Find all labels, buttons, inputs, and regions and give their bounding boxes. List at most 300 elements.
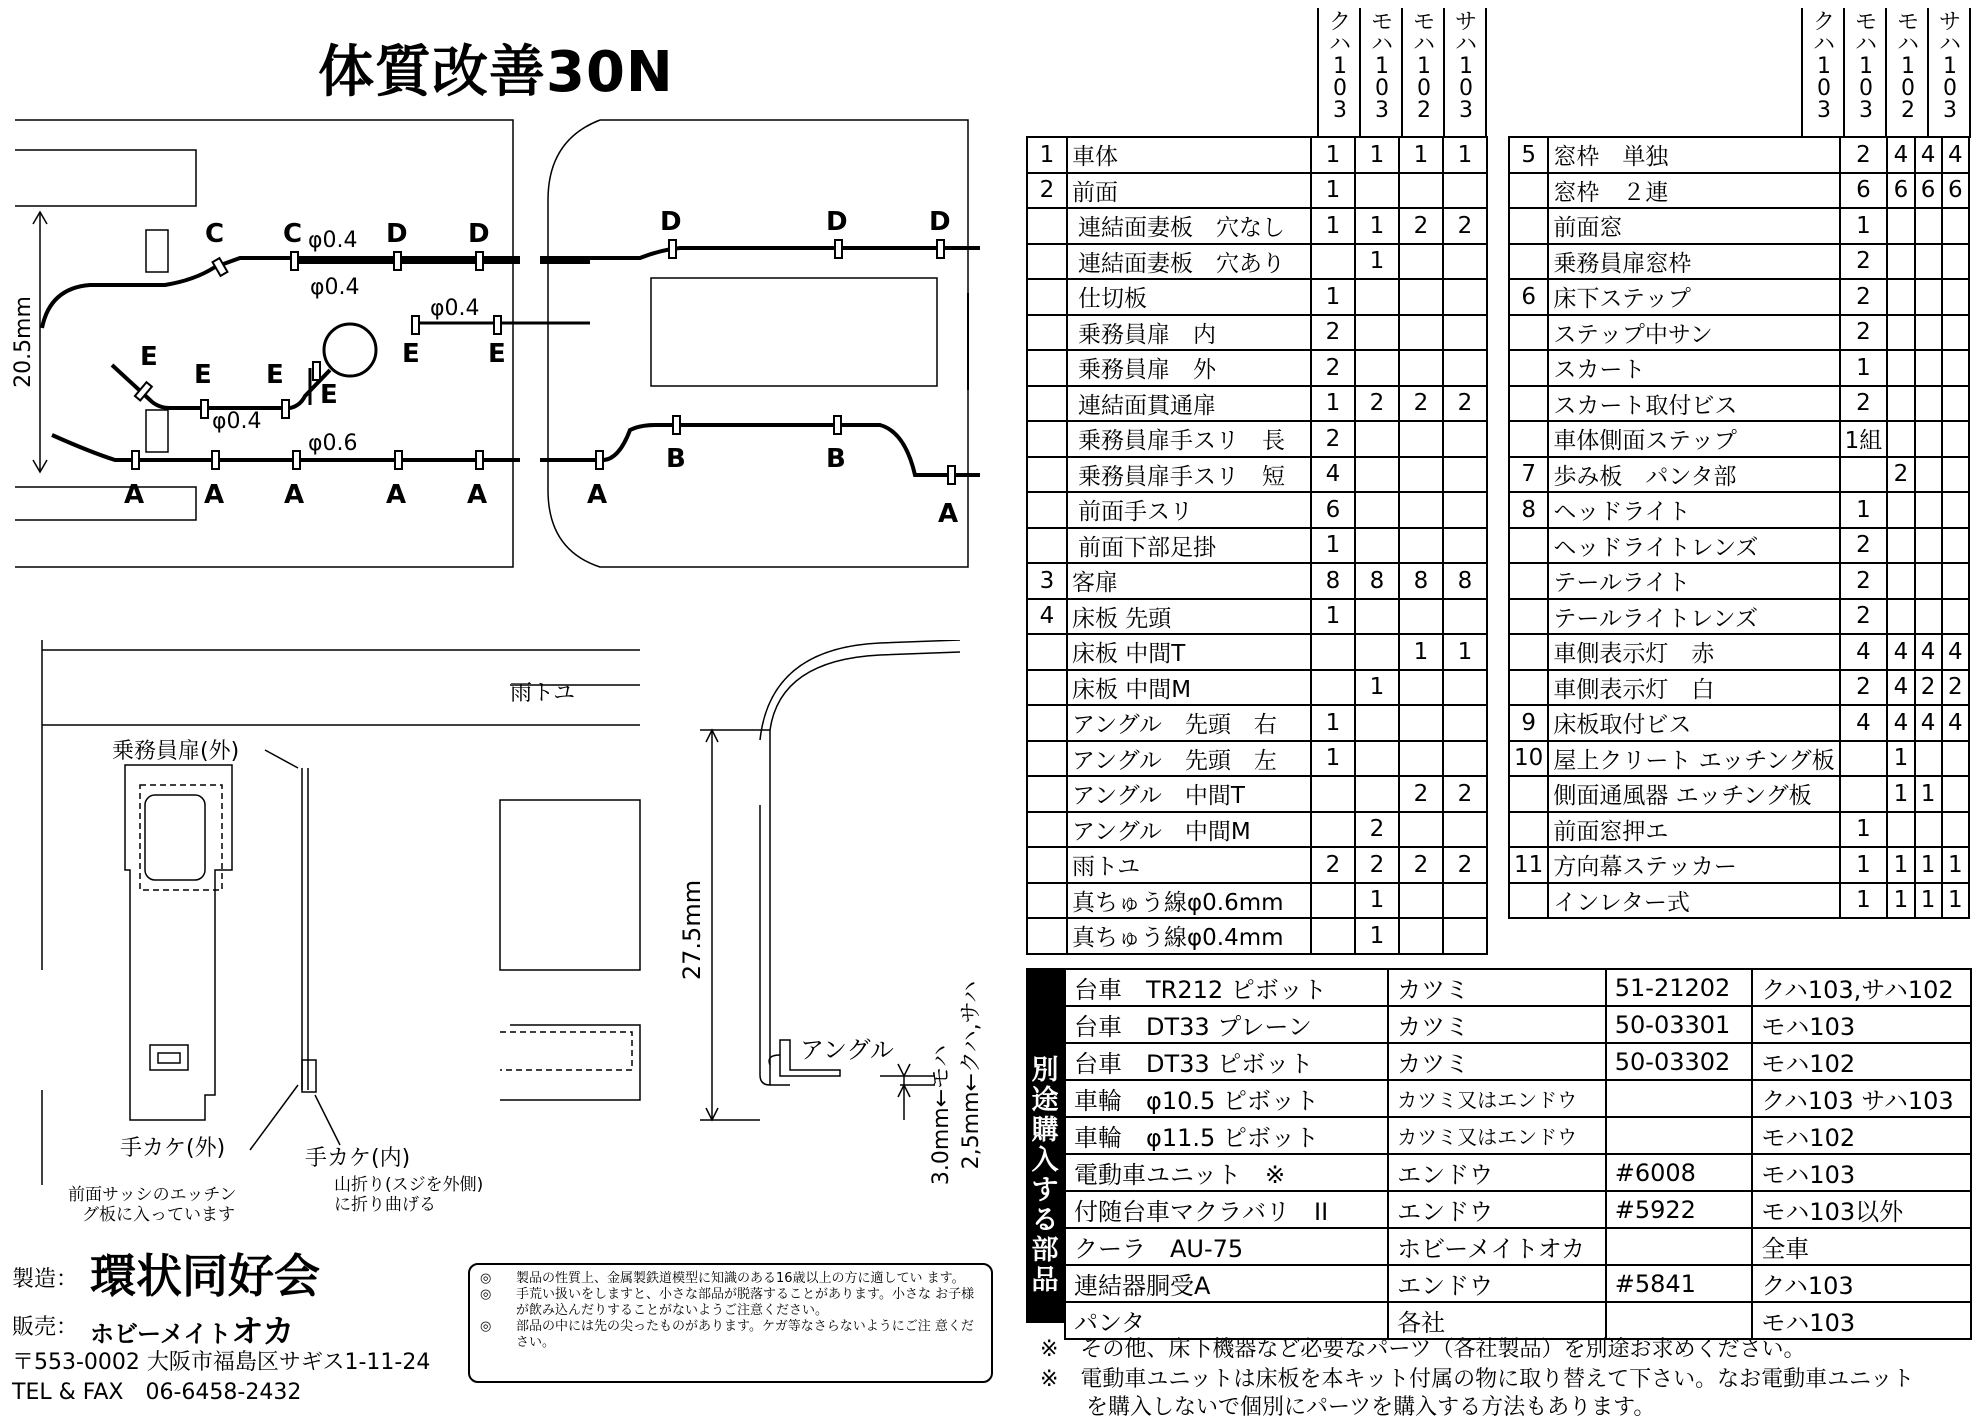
part-qty — [1887, 492, 1914, 528]
header-grid — [1310, 8, 1985, 138]
part-qty — [1355, 741, 1399, 777]
table-row — [1027, 244, 1487, 280]
part-qty — [1443, 705, 1487, 741]
part-qty — [1942, 528, 1969, 564]
part-qty — [1942, 208, 1969, 244]
part-number — [1509, 528, 1548, 564]
part-name: 車体側面ステップ — [1548, 421, 1839, 457]
part-qty — [1355, 315, 1399, 351]
part-qty — [1355, 421, 1399, 457]
part-number — [1509, 315, 1548, 351]
table-row — [1027, 350, 1487, 386]
buy-part-code: 50-03301 — [1606, 1006, 1753, 1043]
part-qty: 4 — [1942, 634, 1969, 670]
part-number — [1027, 705, 1067, 741]
table-row — [1027, 315, 1487, 351]
part-number — [1509, 883, 1548, 919]
part-qty: 1 — [1840, 208, 1888, 244]
table-row — [1065, 1265, 1971, 1302]
note-front-sash: グ板に入っています — [82, 1205, 235, 1225]
part-qty: 4 — [1942, 137, 1969, 173]
table-row — [1027, 421, 1487, 457]
buy-part-name: 付随台車マクラバリ II — [1065, 1191, 1388, 1228]
part-name: 真ちゅう線φ0.4mm — [1067, 918, 1311, 954]
label-d: D — [826, 207, 848, 237]
part-qty: 1 — [1355, 883, 1399, 919]
part-qty — [1443, 457, 1487, 493]
part-qty — [1399, 173, 1443, 209]
maker-name: 環状同好会 — [90, 1249, 320, 1303]
part-qty: 1 — [1311, 705, 1355, 741]
buy-part-maker: エンドウ — [1388, 1191, 1606, 1228]
part-qty: 2 — [1311, 315, 1355, 351]
part-number — [1509, 776, 1548, 812]
buy-part-cars: モハ103 — [1752, 1154, 1971, 1191]
part-number — [1027, 634, 1067, 670]
buy-part-code: 51-21202 — [1606, 969, 1753, 1006]
tel-fax: TEL & FAX 06-6458-2432 — [12, 1380, 302, 1405]
part-qty: 2 — [1355, 847, 1399, 883]
label-d: D — [929, 207, 951, 237]
part-qty — [1942, 457, 1969, 493]
part-qty — [1399, 670, 1443, 706]
part-qty — [1443, 883, 1487, 919]
part-qty: 1 — [1887, 883, 1914, 919]
part-name: 乗務員扉手スリ 長 — [1067, 421, 1311, 457]
part-qty — [1942, 599, 1969, 635]
part-qty — [1311, 670, 1355, 706]
part-qty: 2 — [1399, 847, 1443, 883]
part-qty: 1 — [1311, 599, 1355, 635]
part-number — [1027, 208, 1067, 244]
warning-3: 部品の中には先の尖ったものがあります。ケガ等なさらないようにご注 意ください。 — [516, 1319, 974, 1350]
part-qty — [1311, 634, 1355, 670]
table-row — [1065, 1043, 1971, 1080]
part-qty — [1942, 386, 1969, 422]
note-2: ※ 電動車ユニットは床板を本キット付属の物に取り替えて下さい。なお電動車ユニット — [1040, 1367, 1915, 1392]
table-row — [1027, 528, 1487, 564]
part-number — [1509, 244, 1548, 280]
page-title: 体質改善30N — [318, 40, 674, 105]
part-name: 連結面貫通扉 — [1067, 386, 1311, 422]
part-qty: 2 — [1942, 670, 1969, 706]
part-qty — [1887, 315, 1914, 351]
part-name: 床板取付ビス — [1548, 705, 1839, 741]
table-row — [1509, 741, 1969, 777]
part-qty — [1915, 492, 1942, 528]
part-qty — [1840, 741, 1888, 777]
part-name: 側面通風器 エッチング板 — [1548, 776, 1839, 812]
part-name: ステップ中サン — [1548, 315, 1839, 351]
part-qty — [1915, 457, 1942, 493]
part-qty — [1355, 528, 1399, 564]
buy-part-name: 台車 DT33 プレーン — [1065, 1006, 1388, 1043]
part-qty: 1 — [1887, 741, 1914, 777]
part-qty: 1 — [1399, 634, 1443, 670]
part-qty: 1 — [1840, 883, 1888, 919]
part-name: インレター式 — [1548, 883, 1839, 919]
label-phi04: φ0.4 — [308, 228, 358, 253]
part-qty: 1 — [1840, 812, 1888, 848]
note-front-sash: 前面サッシのエッチン — [68, 1185, 237, 1205]
part-number — [1027, 421, 1067, 457]
buy-part-cars: クハ103 サハ103 — [1752, 1080, 1971, 1117]
part-qty: 2 — [1443, 776, 1487, 812]
part-qty: 1 — [1840, 492, 1888, 528]
part-qty — [1355, 705, 1399, 741]
part-name: 前面 — [1067, 173, 1311, 209]
part-qty: 4 — [1887, 670, 1914, 706]
part-qty: 8 — [1355, 563, 1399, 599]
part-number: 8 — [1509, 492, 1548, 528]
part-qty: 2 — [1311, 847, 1355, 883]
table-row — [1509, 599, 1969, 635]
part-qty — [1942, 492, 1969, 528]
part-qty — [1840, 457, 1888, 493]
part-qty: 2 — [1887, 457, 1914, 493]
handhold-inner-label: 手カケ(内) — [305, 1146, 411, 1171]
part-number — [1509, 421, 1548, 457]
part-qty: 1 — [1311, 741, 1355, 777]
part-number — [1509, 208, 1548, 244]
label-phi04: φ0.4 — [212, 409, 262, 434]
part-qty: 4 — [1887, 634, 1914, 670]
table-row — [1509, 350, 1969, 386]
part-name: 屋上クリート エッチング板 — [1548, 741, 1839, 777]
table-row — [1509, 812, 1969, 848]
dim-3-0: 3.0mm←モハ — [929, 1044, 954, 1186]
buy-part-maker: 各社 — [1388, 1302, 1606, 1339]
buy-part-name: クーラ AU-75 — [1065, 1228, 1388, 1265]
part-number — [1027, 350, 1067, 386]
car-header-moha102: モ ハ 1 0 2 — [1896, 10, 1919, 123]
part-qty — [1355, 350, 1399, 386]
warning-2: 手荒い扱いをしますと、小さな部品が脱落することがあります。小さな お子様が飲み込んだりすることがないようご注意ください。 — [516, 1287, 975, 1318]
part-number — [1027, 279, 1067, 315]
part-qty: 2 — [1355, 386, 1399, 422]
part-qty: 1 — [1840, 350, 1888, 386]
part-qty: 1 — [1399, 137, 1443, 173]
part-qty — [1399, 883, 1443, 919]
part-name: ヘッドライト — [1548, 492, 1839, 528]
table-row — [1027, 492, 1487, 528]
part-qty — [1399, 421, 1443, 457]
buy-separately-label: 別 途 購 入 す る 部 品 — [1026, 968, 1064, 1323]
part-qty: 4 — [1311, 457, 1355, 493]
buy-part-name: 連結器胴受A — [1065, 1265, 1388, 1302]
part-qty — [1443, 492, 1487, 528]
buy-part-code — [1606, 1080, 1753, 1117]
part-qty — [1887, 421, 1914, 457]
buy-part-cars: クハ103,サハ102 — [1752, 969, 1971, 1006]
part-name: 連結面妻板 穴あり — [1067, 244, 1311, 280]
part-qty: 4 — [1840, 634, 1888, 670]
part-qty: 4 — [1887, 137, 1914, 173]
part-number — [1509, 634, 1548, 670]
part-qty: 8 — [1443, 563, 1487, 599]
part-qty — [1399, 599, 1443, 635]
table-row — [1065, 1154, 1971, 1191]
table-row — [1065, 1191, 1971, 1228]
part-qty — [1399, 244, 1443, 280]
part-qty — [1443, 918, 1487, 954]
part-qty: 1 — [1311, 528, 1355, 564]
part-qty — [1311, 776, 1355, 812]
part-qty: 1 — [1355, 670, 1399, 706]
buy-part-name: 車輪 φ11.5 ピボット — [1065, 1117, 1388, 1154]
buy-part-name: パンタ — [1065, 1302, 1388, 1339]
part-name: アングル 先頭 右 — [1067, 705, 1311, 741]
buy-part-code: 50-03302 — [1606, 1043, 1753, 1080]
table-row — [1065, 1302, 1971, 1339]
part-qty: 1 — [1443, 137, 1487, 173]
part-name: 方向幕ステッカー — [1548, 847, 1839, 883]
part-name: 前面窓押エ — [1548, 812, 1839, 848]
part-qty: 6 — [1915, 173, 1942, 209]
part-qty: 1 — [1840, 847, 1888, 883]
part-qty: 2 — [1840, 528, 1888, 564]
buy-part-maker: エンドウ — [1388, 1154, 1606, 1191]
part-qty: 2 — [1443, 847, 1487, 883]
part-qty — [1915, 315, 1942, 351]
part-qty: 2 — [1840, 563, 1888, 599]
part-qty: 2 — [1840, 244, 1888, 280]
table-row — [1509, 173, 1969, 209]
buy-part-cars: モハ102 — [1752, 1117, 1971, 1154]
table-row — [1027, 599, 1487, 635]
label-a: A — [386, 480, 407, 510]
part-number — [1027, 244, 1067, 280]
buy-part-name: 電動車ユニット ※ — [1065, 1154, 1388, 1191]
buy-part-code: #5841 — [1606, 1265, 1753, 1302]
address: 〒553-0002 大阪市福島区サギス1-11-24 — [12, 1350, 431, 1375]
part-qty — [1443, 173, 1487, 209]
part-qty — [1887, 208, 1914, 244]
table-row — [1027, 173, 1487, 209]
handrail-drawing — [0, 110, 990, 580]
buy-part-code — [1606, 1117, 1753, 1154]
part-qty: 1 — [1311, 279, 1355, 315]
part-qty — [1915, 208, 1942, 244]
part-qty — [1915, 812, 1942, 848]
table-row — [1509, 137, 1969, 173]
part-qty — [1942, 279, 1969, 315]
part-number — [1509, 386, 1548, 422]
table-row — [1509, 563, 1969, 599]
part-qty: 2 — [1840, 386, 1888, 422]
part-qty — [1887, 812, 1914, 848]
note-fold: 山折り(スジを外側) — [334, 1175, 484, 1195]
part-qty — [1443, 279, 1487, 315]
part-qty: 4 — [1942, 705, 1969, 741]
label-d: D — [468, 219, 490, 249]
label-c: C — [283, 219, 303, 249]
part-number — [1509, 670, 1548, 706]
table-row — [1509, 457, 1969, 493]
table-row — [1027, 137, 1487, 173]
label-e: E — [488, 339, 506, 369]
part-name: 乗務員扉窓枠 — [1548, 244, 1839, 280]
part-qty: 2 — [1443, 386, 1487, 422]
part-name: スカート取付ビス — [1548, 386, 1839, 422]
part-name: 仕切板 — [1067, 279, 1311, 315]
part-qty — [1915, 421, 1942, 457]
part-name: アングル 先頭 左 — [1067, 741, 1311, 777]
buy-part-name: 台車 TR212 ピボット — [1065, 969, 1388, 1006]
part-qty — [1915, 563, 1942, 599]
table-row — [1027, 847, 1487, 883]
part-qty — [1355, 173, 1399, 209]
label-phi04: φ0.4 — [310, 275, 360, 300]
part-qty: 2 — [1915, 670, 1942, 706]
part-qty — [1311, 883, 1355, 919]
part-qty: 2 — [1840, 599, 1888, 635]
part-qty: 4 — [1915, 137, 1942, 173]
part-qty: 1 — [1311, 386, 1355, 422]
table-row — [1027, 457, 1487, 493]
part-name: 前面窓 — [1548, 208, 1839, 244]
part-qty — [1311, 812, 1355, 848]
note-1: ※ その他、床下機器など必要なパーツ（各社製品）を別途お求めください。 — [1040, 1337, 1806, 1362]
part-name: 車側表示灯 赤 — [1548, 634, 1839, 670]
label-a: A — [938, 499, 959, 529]
part-number: 11 — [1509, 847, 1548, 883]
part-qty: 2 — [1399, 776, 1443, 812]
part-qty — [1915, 350, 1942, 386]
maker-label: 製造： — [12, 1267, 79, 1292]
part-qty: 2 — [1840, 315, 1888, 351]
part-qty — [1887, 279, 1914, 315]
table-row — [1509, 421, 1969, 457]
part-name: 車体 — [1067, 137, 1311, 173]
dim-20-5: 20.5mm — [11, 296, 36, 388]
buy-part-code: #6008 — [1606, 1154, 1753, 1191]
rain-gutter-label: 雨トユ — [510, 681, 576, 706]
table-row — [1065, 1228, 1971, 1265]
dim-2-5: 2,5mm←クハ,サハ — [959, 980, 984, 1170]
table-row — [1509, 208, 1969, 244]
buy-part-maker: エンドウ — [1388, 1265, 1606, 1302]
part-qty: 1 — [1942, 883, 1969, 919]
part-number — [1509, 812, 1548, 848]
warning-box: ◎ 製品の性質上、金属製鉄道模型に知識のある16歳以上の方に適してい ます。 ◎ 手荒い扱いをしますと、小さな部品が脱落することがあります。小さな お子様が飲み込んだりすることがないようご注意ください。 ◎ 部品の中には先の尖ったものがあります。ケガ等なさらないようにご注 意ください。 — [468, 1263, 993, 1383]
part-qty — [1840, 776, 1888, 812]
part-qty — [1399, 705, 1443, 741]
table-row — [1027, 386, 1487, 422]
part-qty — [1355, 634, 1399, 670]
buy-part-cars: モハ103以外 — [1752, 1191, 1971, 1228]
car-header-kuha103: ク ハ 1 0 3 — [1328, 10, 1351, 123]
part-qty — [1355, 776, 1399, 812]
part-number: 7 — [1509, 457, 1548, 493]
part-qty: 2 — [1355, 812, 1399, 848]
label-e: E — [194, 360, 212, 390]
part-qty: 1 — [1355, 244, 1399, 280]
buy-parts-table — [1064, 968, 1972, 1340]
part-number — [1027, 457, 1067, 493]
note-3: を購入しないで個別にパーツを購入する方法もあります。 — [1086, 1395, 1656, 1420]
part-qty — [1443, 812, 1487, 848]
table-row — [1509, 634, 1969, 670]
table-row — [1509, 315, 1969, 351]
handhold-outer-label: 手カケ(外) — [120, 1136, 226, 1161]
label-e: E — [140, 342, 158, 372]
label-a: A — [124, 480, 145, 510]
part-name: 窓枠 単独 — [1548, 137, 1839, 173]
dim-27-5: 27.5mm — [678, 879, 706, 981]
part-number — [1027, 528, 1067, 564]
seller-label: 販売： — [12, 1315, 79, 1340]
crew-door-drawing — [0, 640, 1000, 1240]
part-qty: 8 — [1311, 563, 1355, 599]
table-row — [1065, 1117, 1971, 1154]
table-row — [1065, 969, 1971, 1006]
part-name: 前面手スリ — [1067, 492, 1311, 528]
table-row — [1065, 1006, 1971, 1043]
part-qty — [1915, 244, 1942, 280]
part-qty — [1443, 670, 1487, 706]
part-qty: 1 — [1355, 918, 1399, 954]
buy-part-maker: カツミ — [1388, 1006, 1606, 1043]
table-row — [1065, 1080, 1971, 1117]
part-qty: 8 — [1399, 563, 1443, 599]
label-a: A — [204, 480, 225, 510]
part-qty: 1 — [1915, 776, 1942, 812]
part-qty: 6 — [1311, 492, 1355, 528]
part-number: 9 — [1509, 705, 1548, 741]
label-e: E — [320, 380, 338, 410]
label-e: E — [266, 360, 284, 390]
table-row — [1509, 386, 1969, 422]
part-name: 乗務員扉 外 — [1067, 350, 1311, 386]
part-qty: 2 — [1840, 670, 1888, 706]
part-name: アングル 中間T — [1067, 776, 1311, 812]
part-name: 乗務員扉 内 — [1067, 315, 1311, 351]
part-name: 床板 中間M — [1067, 670, 1311, 706]
table-row — [1509, 705, 1969, 741]
part-name: 前面下部足掛 — [1067, 528, 1311, 564]
note-fold: に折り曲げる — [334, 1195, 436, 1215]
part-qty — [1399, 457, 1443, 493]
part-number: 3 — [1027, 563, 1067, 599]
label-a: A — [467, 480, 488, 510]
part-qty — [1355, 492, 1399, 528]
part-name: 真ちゅう線φ0.6mm — [1067, 883, 1311, 919]
table-row — [1027, 918, 1487, 954]
part-number — [1027, 741, 1067, 777]
label-phi04: φ0.4 — [430, 296, 480, 321]
table-row — [1509, 244, 1969, 280]
buy-part-cars: モハ103 — [1752, 1302, 1971, 1339]
buy-part-code — [1606, 1228, 1753, 1265]
part-qty: 4 — [1887, 705, 1914, 741]
table-row — [1027, 776, 1487, 812]
part-qty: 6 — [1942, 173, 1969, 209]
part-qty: 2 — [1311, 350, 1355, 386]
part-name: ヘッドライトレンズ — [1548, 528, 1839, 564]
part-qty — [1399, 492, 1443, 528]
part-qty — [1942, 315, 1969, 351]
part-name: 連結面妻板 穴なし — [1067, 208, 1311, 244]
table-row — [1509, 847, 1969, 883]
part-qty — [1887, 528, 1914, 564]
part-qty — [1915, 386, 1942, 422]
buy-part-maker: カツミ — [1388, 969, 1606, 1006]
part-number — [1027, 812, 1067, 848]
part-qty: 6 — [1887, 173, 1914, 209]
buy-part-cars: モハ103 — [1752, 1006, 1971, 1043]
table-row — [1509, 528, 1969, 564]
